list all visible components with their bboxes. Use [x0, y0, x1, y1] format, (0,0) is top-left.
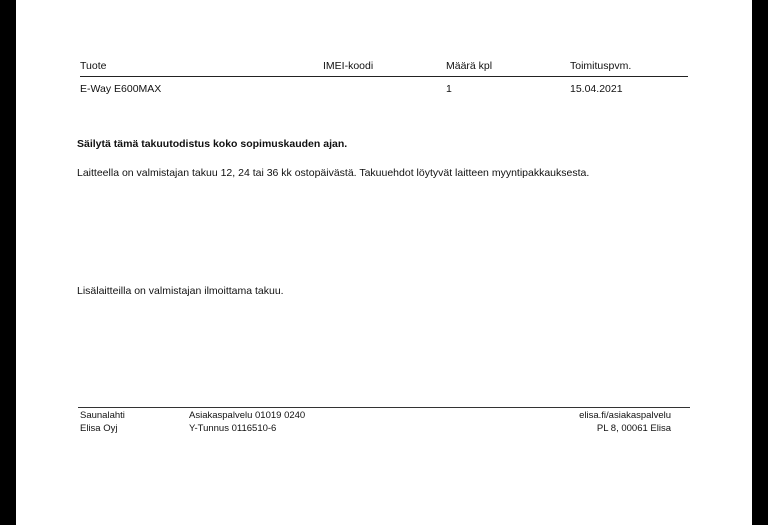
- footer-website: elisa.fi/asiakaspalvelu: [579, 410, 671, 421]
- header-quantity: Määrä kpl: [446, 60, 493, 72]
- document-page: [16, 0, 752, 525]
- warranty-text: Laitteella on valmistajan takuu 12, 24 tai 36 kk ostopäivästä. Takuuehdot löytyvät laitteen myyntipakkauksesta.: [77, 167, 590, 179]
- footer-customer-service: Asiakaspalvelu 01019 0240: [189, 410, 306, 421]
- footer-divider: [78, 407, 690, 408]
- row-delivery-date: 15.04.2021: [570, 83, 623, 95]
- table-row: [80, 83, 688, 97]
- header-delivery-date: Toimituspvm.: [570, 60, 632, 72]
- row-quantity: 1: [446, 83, 452, 95]
- footer-company: [80, 409, 125, 435]
- footer-business-id: Y-Tunnus 0116510-6: [189, 423, 277, 434]
- footer-brand: Saunalahti: [80, 410, 125, 421]
- footer-company-name: Elisa Oyj: [80, 423, 118, 434]
- footer-address: PL 8, 00061 Elisa: [596, 423, 671, 434]
- keep-certificate-notice: Säilytä tämä takuutodistus koko sopimuskauden ajan.: [77, 138, 348, 150]
- header-product: Tuote: [80, 60, 107, 72]
- footer-address-block: [579, 409, 671, 435]
- header-imei: IMEI-koodi: [323, 60, 374, 72]
- product-table-header: [80, 60, 688, 77]
- row-product: E-Way E600MAX: [80, 83, 162, 95]
- accessory-warranty-text: Lisälaitteilla on valmistajan ilmoittama takuu.: [77, 285, 284, 297]
- footer-contact: [189, 409, 305, 435]
